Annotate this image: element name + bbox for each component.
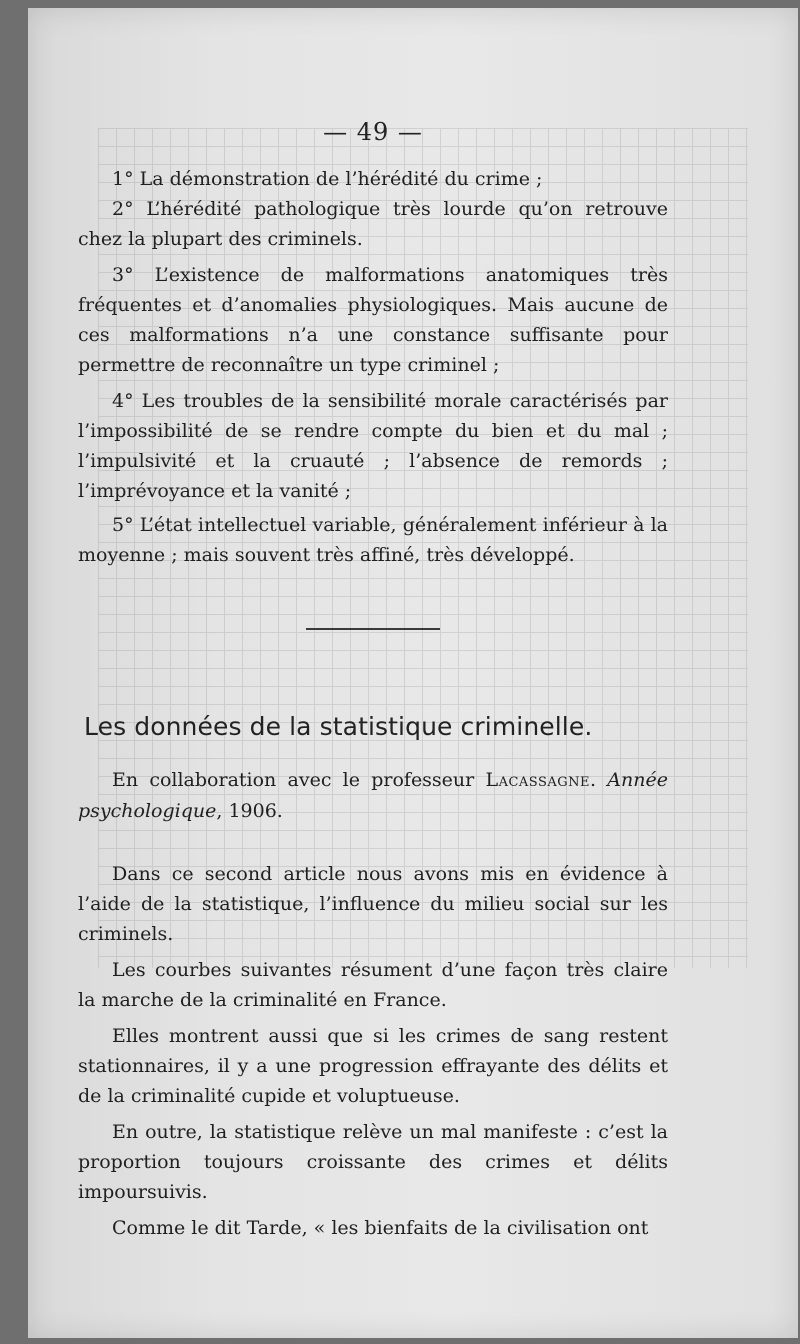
body-paragraph-5: Comme le dit Tarde, « les bienfaits de la civilisation ont xyxy=(112,1217,649,1239)
body-paragraph-3: Elles montrent aussi que si les crimes de sang restent stationnaires, il y a une progression effrayante des délits et de la criminalité cupide et voluptueuse. xyxy=(78,1025,668,1107)
list-item-1: 1° La démonstration de l’hérédité du crime ; xyxy=(112,168,543,190)
collaboration-note xyxy=(78,765,668,827)
journal-title: Année psychologique xyxy=(78,769,668,822)
page xyxy=(28,8,798,1338)
list-item-4: 4° Les troubles de la sensibilité morale caractérisés par l’impossibilité de se rendre compte du bien et du mal ; l’impulsivité et la cruauté ; l’absence de remords ; l’imprévoyance et la vanité ; xyxy=(78,390,668,502)
page-content xyxy=(78,118,668,1243)
body-paragraph-1: Dans ce second article nous avons mis en évidence à l’aide de la statistique, l’influence du milieu social sur les criminels. xyxy=(78,863,668,945)
section-divider xyxy=(306,628,440,630)
collaboration-prefix: En collaboration avec le professeur xyxy=(112,769,486,791)
spacer xyxy=(78,827,668,859)
section-title: Les données de la statistique criminelle. xyxy=(84,712,593,741)
list-item-2: 2° L’hérédité pathologique très lourde qu’on retrouve chez la plupart des criminels. xyxy=(78,198,668,250)
collaborator-name: Lacassagne xyxy=(485,769,591,791)
body-paragraph-2: Les courbes suivantes résument d’une façon très claire la marche de la criminalité en France. xyxy=(78,959,668,1011)
publication-year: , 1906. xyxy=(216,800,283,822)
page-number: — 49 — xyxy=(323,118,423,146)
body-paragraph-4: En outre, la statistique relève un mal manifeste : c’est la proportion toujours croissante des crimes et délits impoursuivis. xyxy=(78,1121,668,1203)
list-item-5: 5° L’état intellectuel variable, généralement inférieur à la moyenne ; mais souvent très affiné, très développé. xyxy=(78,514,668,566)
list-item-3: 3° L’existence de malformations anatomiques très fréquentes et d’anomalies physiologiques. Mais aucune de ces malformations n’a une constance suffisante pour permettre de reconnaître un type criminel ; xyxy=(78,264,668,376)
collaboration-separator: . xyxy=(590,769,608,791)
